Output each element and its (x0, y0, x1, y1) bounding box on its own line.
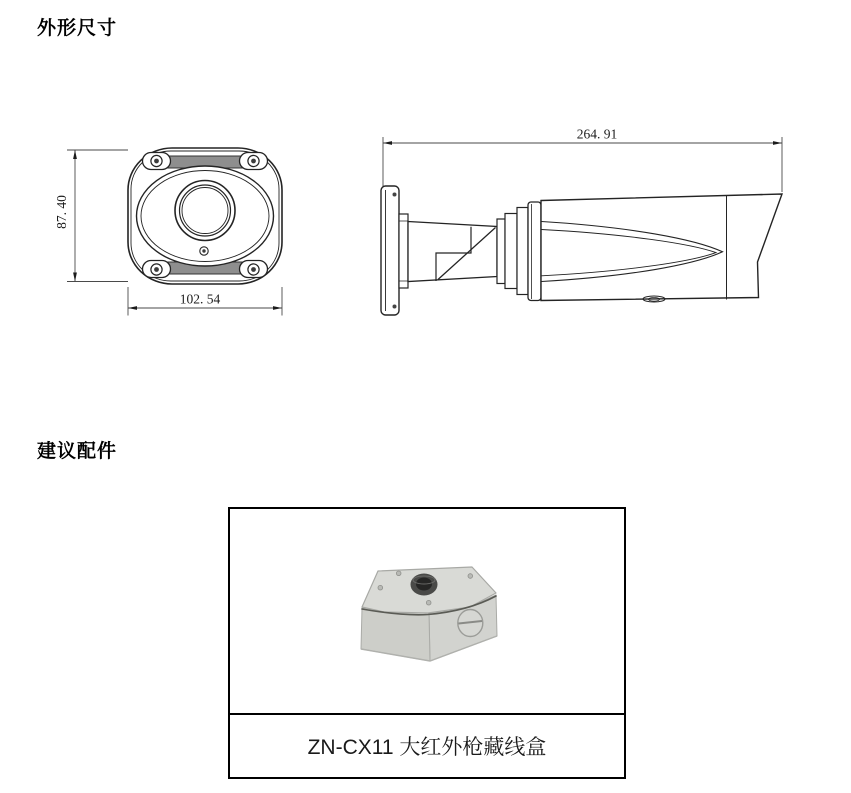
cable-knockout (458, 610, 483, 637)
camera-side-view-drawing (381, 127, 782, 316)
dim-width-label: 102. 54 (179, 291, 221, 307)
accessory-card (228, 507, 626, 779)
dimension-height (54, 150, 128, 282)
dimension-width (128, 287, 282, 316)
dimension-length (383, 127, 782, 193)
mount-plate (381, 186, 399, 315)
lens-circles (175, 181, 235, 241)
mount-hole (411, 574, 438, 596)
accessory-image (230, 509, 624, 713)
dim-length-label: 264. 91 (576, 126, 618, 142)
accessory-caption: ZN-CX11 大红外枪藏线盒 (230, 713, 624, 777)
led-indicator (200, 247, 208, 255)
camera-body (528, 194, 782, 302)
junction-box-illustration (352, 555, 502, 667)
heading-dimensions: 外形尺寸 (37, 18, 118, 39)
bracket-arm (399, 208, 528, 295)
camera-front-view-drawing (54, 148, 282, 316)
heading-accessories: 建议配件 (37, 441, 118, 462)
dim-height-label: 87. 40 (54, 195, 69, 229)
